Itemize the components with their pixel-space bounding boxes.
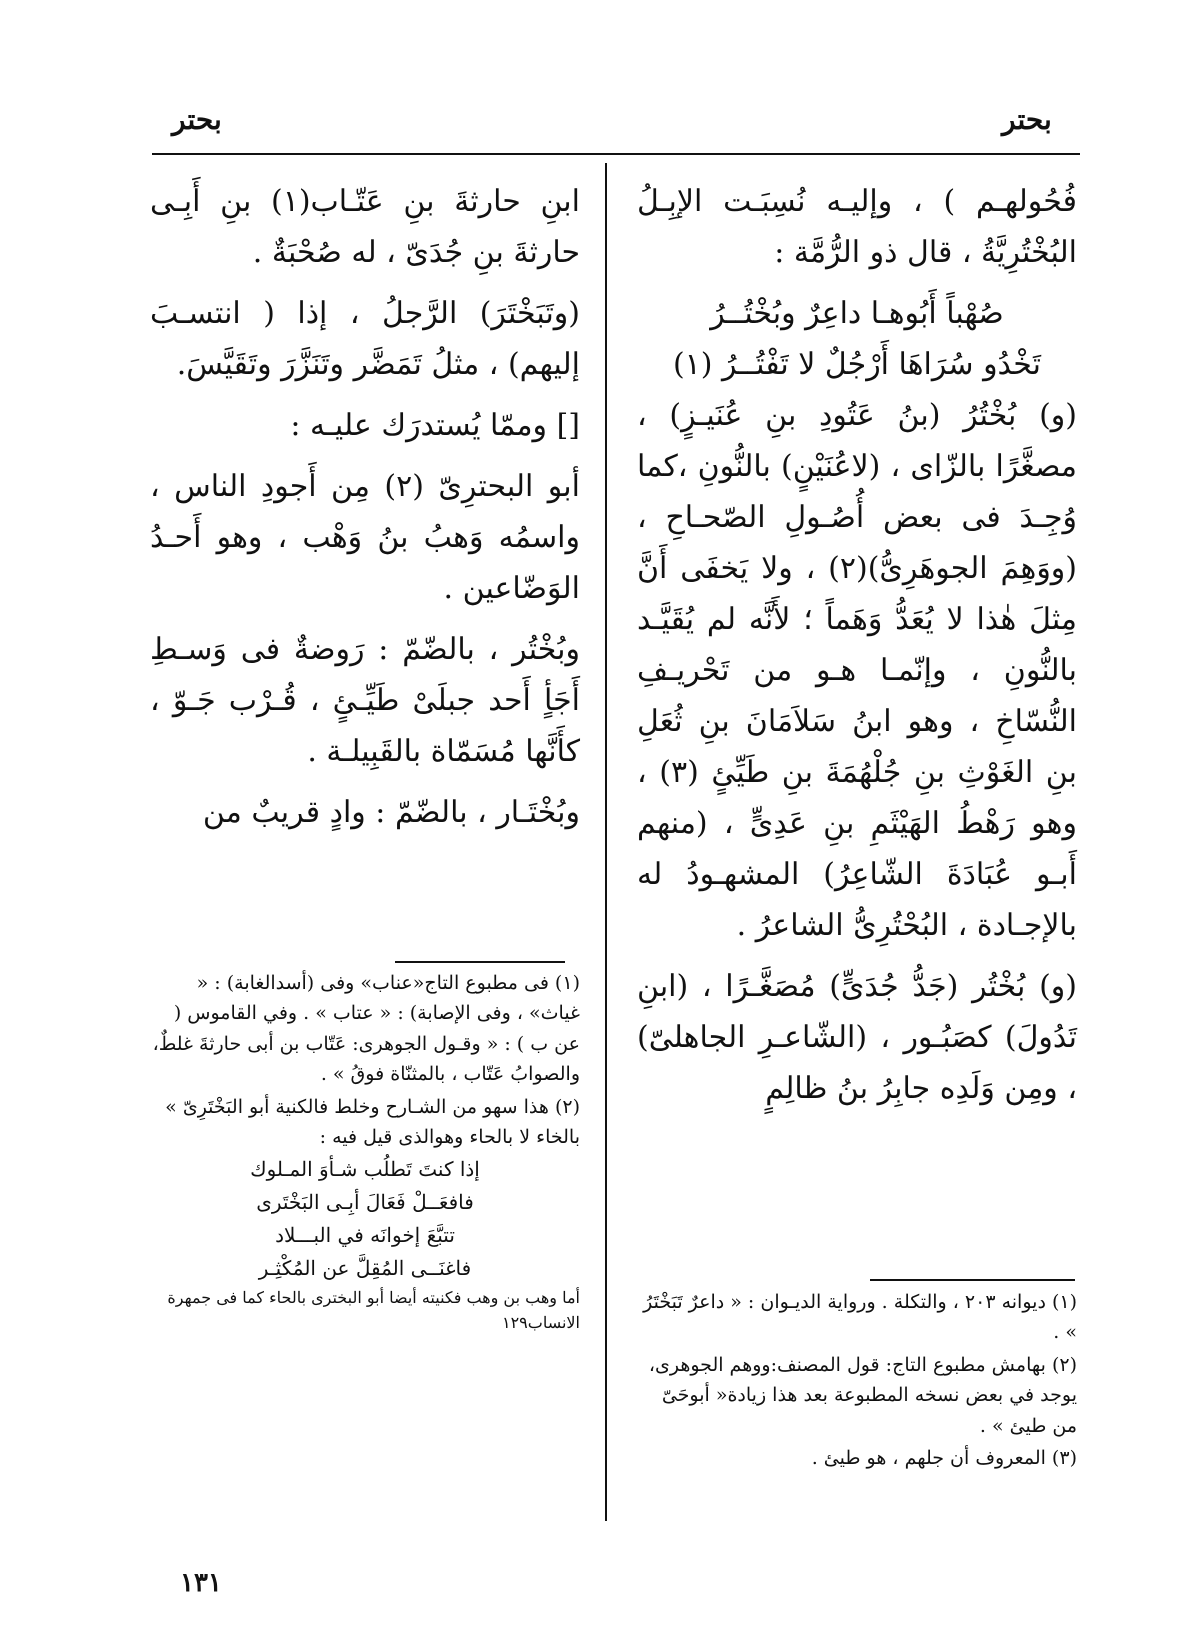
header-rule bbox=[152, 153, 1080, 155]
footnote-left-2-end: أما وهب بن وهب فكنيته أيضا أبو البخترى بالحاء كما فى جمهرة الانساب١٢٩ bbox=[167, 1288, 580, 1333]
page-number: ١٣١ bbox=[180, 1568, 222, 1598]
left-column bbox=[150, 176, 580, 848]
footnote-rule-left bbox=[395, 961, 565, 963]
footnote-verse-1: إذا كنتَ تَطلُب شـأوَ المـلوك bbox=[250, 1157, 480, 1182]
footnote-verse-2: فافعَــلْ فَعَالَ أبِـى البَخْتَرى bbox=[256, 1190, 474, 1215]
footnote-verse-3: تتبَّعَ إخوانَه في البـــلاد bbox=[275, 1223, 455, 1248]
footnote-left-1: (١) فى مطبوع التاج«عناب» وفى (أسدالغابة) : « غياث» ، وفى الإصابة) : « عتاب » . وفي القاموس ( عن ب ) : « وقـول الجوهرى: عَتّاب بن أبى حارثةَ غلطٌ، والصوابُ عَتّاب ، بالمثنّاة فوقُ » . bbox=[152, 972, 580, 1086]
right-paragraph-3: (و) بُخْتُر (جَدُّ جُدَىٍّ) مُصَغَّـرًا ، (ابنِ تَدُولَ) كصَبُـور ، (الشّاعـرِ الجاهلىّ) ، ومِن وَلَدِه جابِرُ بنُ ظالِمٍ bbox=[637, 969, 1077, 1106]
right-verse-line-1: صُهْباً أَبُوهـا داعِرٌ وبُخْتُــرُ bbox=[710, 296, 1004, 331]
footnote-rule-right bbox=[870, 1279, 1075, 1281]
left-paragraph-5: وبُخْتُر ، بالضّمّ : رَوضةٌ فى وَسـطِ أَجَأٍ أَحد جبلَىْ طَيِّـئٍ ، قُـرْب جَـوّ ، كأَنَّها مُسَمّاة بالقَبِيلـة . bbox=[150, 632, 580, 769]
footnote-right-2: (٢) بهامش مطبوع التاج: قول المصنف:ووهم الجوهرى، يوجد في بعض نسخه المطبوعة بعد هذا زيادة« أبوحَىّ من طيئ » . bbox=[648, 1353, 1077, 1437]
left-paragraph-1: ابنِ حارثةَ بنِ عَتّـاب(١) بنِ أَبِـى حارثةَ بنِ جُدَىّ ، له صُحْبَةٌ . bbox=[150, 184, 580, 270]
footnote-right-3: (٣) المعروف أن جلهم ، هو طيئ . bbox=[811, 1446, 1077, 1469]
right-column bbox=[637, 176, 1077, 1124]
footnote-left-2: (٢) هذا سهو من الشـارح وخلط فالكنية أبو البَخْتَرِىّ » بالخاء لا بالحاء وهوالذى قيل فيه : bbox=[165, 1095, 580, 1148]
left-paragraph-2: (وتَبَخْتَرَ) الرَّجلُ ، إذا ( انتسـبَ إليهم) ، مثلُ تَمَضَّر وتَنَزَّرَ وتَقَيَّسَ. bbox=[150, 296, 580, 382]
footnotes-left bbox=[150, 968, 580, 1338]
left-paragraph-4: أبو البحترِىّ (٢) مِن أَجودِ الناس ، واسمُه وَهبُ بنُ وَهْب ، وهو أَحـدُ الوَضّاعين . bbox=[150, 469, 580, 606]
left-paragraph-3: [] وممّا يُستدرَك عليـه : bbox=[290, 408, 580, 443]
footnote-right-1: (١) ديوانه ٢٠٣ ، والتكلة . ورواية الديـوان : « داعرٌ تَبَخْتَرُ » . bbox=[643, 1291, 1077, 1344]
left-paragraph-6: وبُخْتَـار ، بالضّمّ : وادٍ قريبٌ من bbox=[202, 795, 580, 830]
right-paragraph-1: فُحُولهـم ) ، وإليـه نُسِبَـت الإبِـلُ البُخْتُرِيَّةُ ، قال ذو الرُّمَّة : bbox=[637, 184, 1077, 270]
column-divider bbox=[605, 163, 607, 1521]
footnotes-right bbox=[637, 1287, 1077, 1475]
running-header-left: بحتر bbox=[172, 103, 222, 136]
running-header-right: بحتر bbox=[1002, 103, 1052, 136]
right-paragraph-2: (و) بُخْتُرُ (بنُ عَتُودِ بنِ عُنَيـزٍ) ، مصغَّرًا بالزّاى ، (لاعُنَيْنٍ) بالنُّونِ ،كما وُجِـدَ فى بعض أُصُـولِ الصّحـاحِ ، (ووَهِمَ الجوهَرِىُّ)(٢) ، ولا يَخفَى أَنَّ مِثلَ هٰذا لا يُعَدُّ وَهَماً ؛ لأَنَّه لم يُقَيَّـد بالنُّونِ ، وإنّمـا هـو من تَحْريـفِ النُّسّاخِ ، وهو ابنُ سَلاَمَانَ بنِ ثُعَلِ بنِ الغَوْثِ بنِ جُلْهُمَةَ بنِ طَيِّئٍ (٣) ، وهو رَهْطُ الهَيْثَمِ بنِ عَدِىٍّ ، (منهم أَبـو عُبَادَةَ الشّاعِرُ) المشهـودُ له بالإجـادة ، البُحْتُرِىُّ الشاعرُ . bbox=[637, 398, 1077, 943]
footnote-verse-4: فاغنَــى المُقِلَّ عن المُكْثِـر bbox=[258, 1256, 472, 1281]
right-verse-line-2: تَخْدُو سُرَاهَا أَرْجُلٌ لا تَفْتُــرُ (١) bbox=[672, 347, 1042, 382]
